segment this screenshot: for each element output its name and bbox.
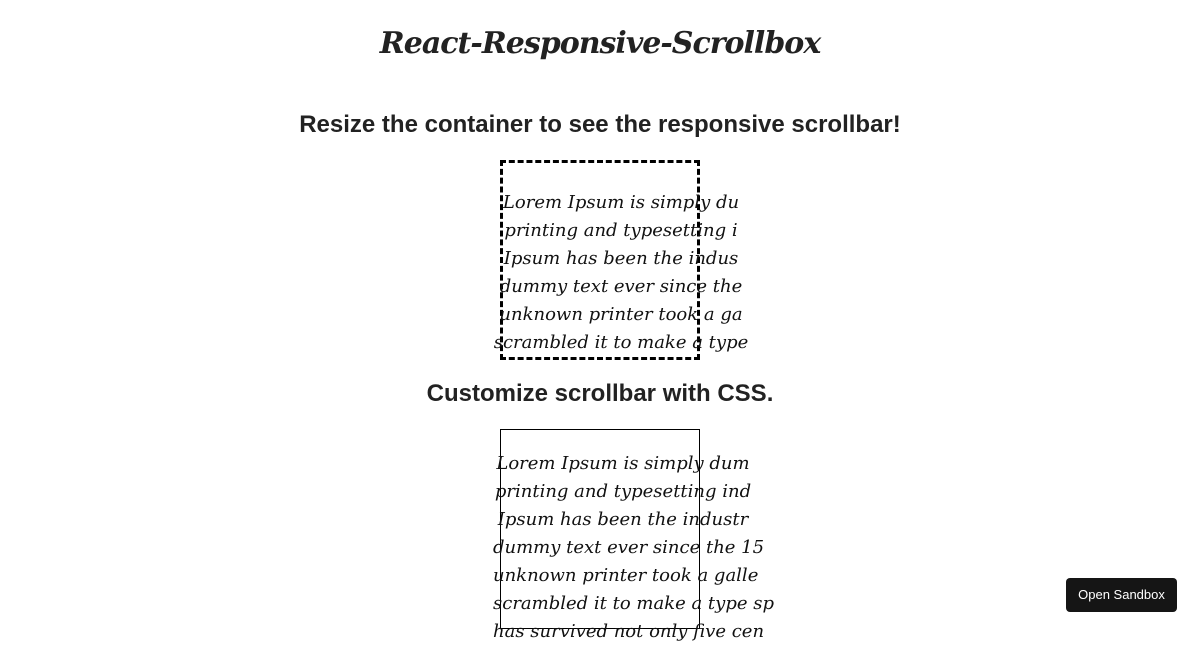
section-heading-responsive: Resize the container to see the responsive scrollbar!	[299, 111, 901, 138]
scrollbox-text-line: unknown printer took a ga	[499, 304, 743, 325]
scrollbox-text-line: has survived not only five cen	[493, 621, 765, 642]
scrollbox-text-line: unknown printer took a galle	[493, 565, 759, 586]
scrollbox-text-line: Lorem Ipsum is simply dum	[496, 453, 750, 474]
open-sandbox-button[interactable]: Open Sandbox	[1066, 578, 1177, 612]
scrollbox-text-line: scrambled it to make a type sp	[493, 593, 774, 614]
scrollbox-text-line: printing and typesetting ind	[494, 481, 752, 502]
scrollbox-text	[493, 450, 774, 646]
page-title: React-Responsive-Scrollbox	[379, 26, 821, 61]
scrollbox-text-line: Ipsum has been the indus	[503, 248, 739, 269]
scrollbox-text-line: printing and typesetting i	[504, 220, 738, 241]
scrollbox-text	[491, 189, 751, 357]
scrollbox-text-line: Lorem Ipsum is simply du	[502, 192, 740, 213]
section-heading-custom-css: Customize scrollbar with CSS.	[426, 380, 774, 407]
scrollbox-text-line: dummy text ever since the 15	[493, 537, 765, 558]
custom-css-scrollbox[interactable]	[493, 429, 774, 642]
scrollbox-text-line: Ipsum has been the industr	[497, 509, 749, 530]
scrollbox-text-line: scrambled it to make a type	[493, 332, 749, 353]
scrollbox-text-line: dummy text ever since the	[499, 276, 743, 297]
responsive-scrollbox[interactable]	[493, 160, 749, 360]
